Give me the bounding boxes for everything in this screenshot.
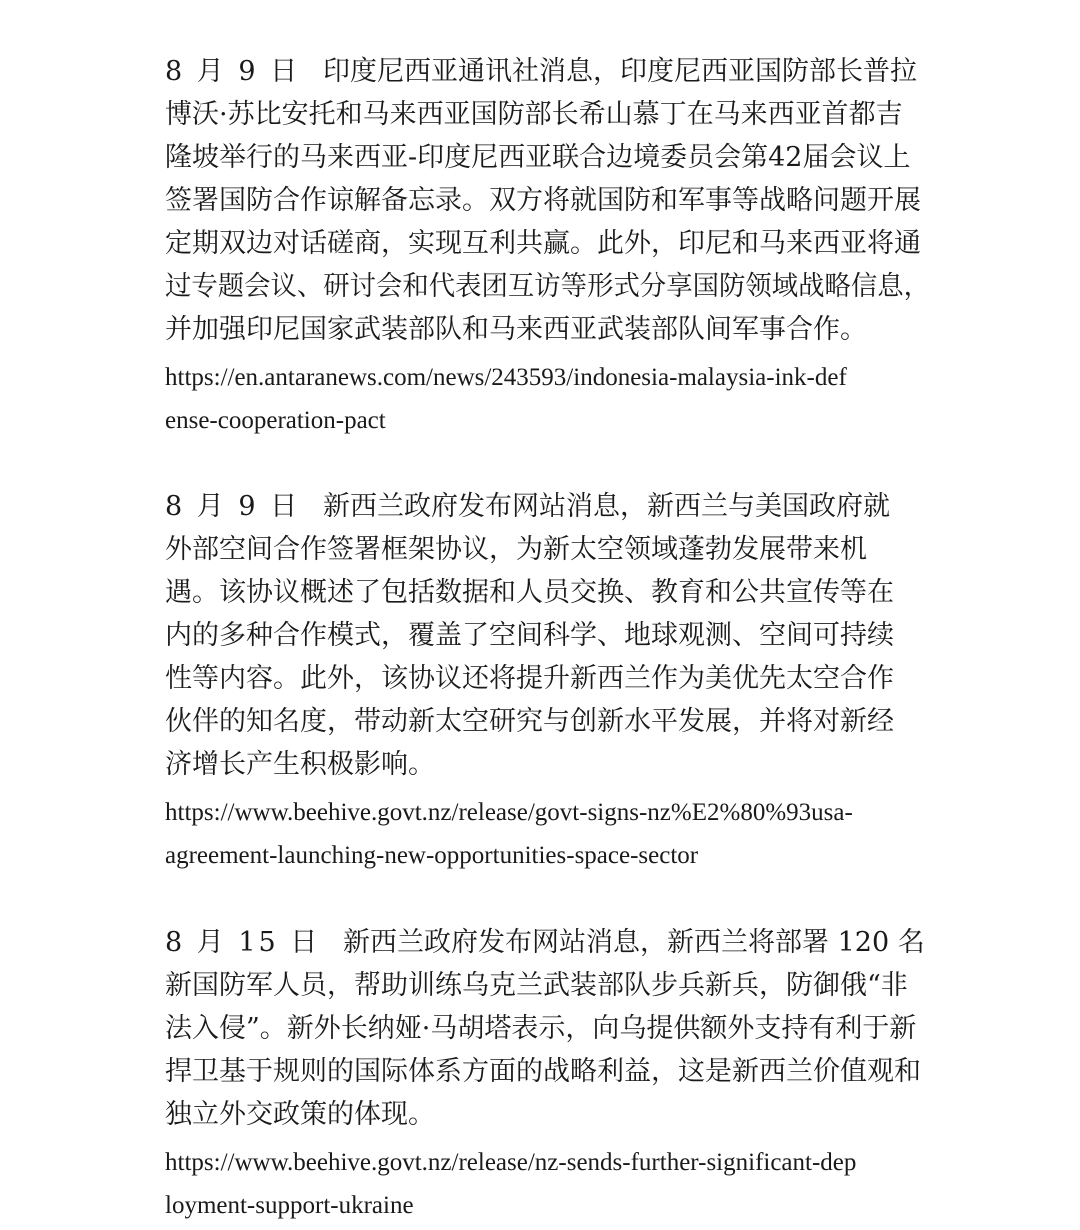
entry-source-link[interactable]: https://www.beehive.govt.nz/release/nz-sends-further-significant-dep (165, 1149, 857, 1176)
entry-text-line: 外部空间合作签署框架协议，为新太空领域蓬勃发展带来机 (165, 534, 867, 565)
entry-source-link[interactable]: agreement-launching-new-opportunities-space-sector (165, 842, 699, 869)
entry-text-line: 新西兰政府发布网站消息，新西兰将部署 120 名 (343, 927, 925, 958)
entry-text-line: 内的多种合作模式，覆盖了空间科学、地球观测、空间可持续 (165, 620, 894, 651)
entry-source-link[interactable]: https://en.antaranews.com/news/243593/indonesia-malaysia-ink-def (165, 364, 847, 391)
entry-text-line: 隆坡举行的马来西亚-印度尼西亚联合边境委员会第42届会议上 (165, 142, 911, 173)
entry-text-line: 独立外交政策的体现。 (165, 1099, 435, 1130)
entry-text-line: 捍卫基于规则的国际体系方面的战略利益，这是新西兰价值观和 (165, 1056, 921, 1087)
entry-text-line: 印度尼西亚通讯社消息，印度尼西亚国防部长普拉 (323, 56, 917, 87)
entry-text-line: 济增长产生积极影响。 (165, 749, 435, 780)
entry-text-line: 法入侵”。新外长纳娅·马胡塔表示，向乌提供额外支持有利于新 (165, 1013, 917, 1044)
entry-text-line: 定期双边对话磋商，实现互利共赢。此外，印尼和马来西亚将通 (165, 228, 921, 259)
entry-text-line: 性等内容。此外，该协议还将提升新西兰作为美优先太空合作 (165, 663, 894, 694)
entry-date: 8 月 9 日 (165, 491, 301, 522)
entry-source-link[interactable]: loyment-support-ukraine (165, 1192, 414, 1219)
entry-text-line: 新国防军人员，帮助训练乌克兰武装部队步兵新兵，防御俄“非 (165, 970, 908, 1001)
entry-text-line: 博沃·苏比安托和马来西亚国防部长希山慕丁在马来西亚首都吉 (165, 99, 903, 130)
entry-text-line: 过专题会议、研讨会和代表团互访等形式分享国防领域战略信息， (165, 271, 930, 302)
entry-text-line: 并加强印尼国家武装部队和马来西亚武装部队间军事合作。 (165, 314, 867, 345)
entry-source-link[interactable]: ense-cooperation-pact (165, 407, 386, 434)
entry-text-line: 新西兰政府发布网站消息，新西兰与美国政府就 (323, 491, 890, 522)
entry-text-line: 签署国防合作谅解备忘录。双方将就国防和军事等战略问题开展 (165, 185, 921, 216)
entry-date: 8 月 9 日 (165, 56, 301, 87)
entry-source-link[interactable]: https://www.beehive.govt.nz/release/govt-signs-nz%E2%80%93usa- (165, 799, 853, 826)
entry-text-line: 遇。该协议概述了包括数据和人员交换、教育和公共宣传等在 (165, 577, 894, 608)
entry-date: 8 月 15 日 (165, 927, 321, 958)
entry-text-line: 伙伴的知名度，带动新太空研究与创新水平发展，并将对新经 (165, 706, 894, 737)
